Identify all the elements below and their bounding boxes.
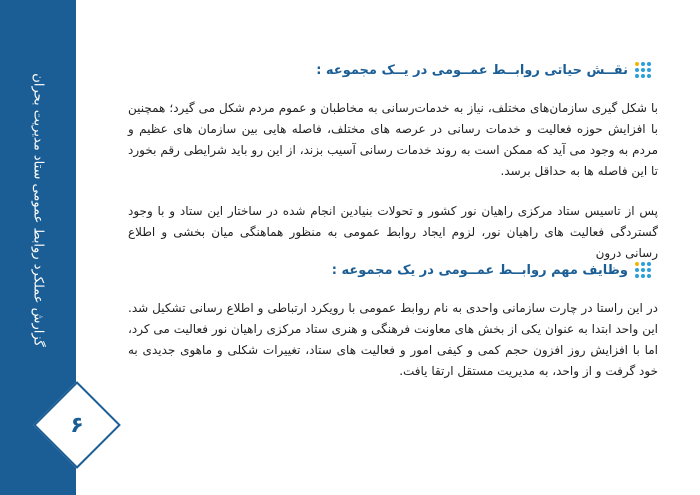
section-2-body <box>128 298 658 382</box>
paragraph: در این راستا در چارت سازمانی واحدی به نام روابط عمومی با رویکرد ارتباطی و اطلاع رسانی تشکیل شد. این واحد ابتدا به عنوان یکی از بخش های معاونت فرهنگی و هنری ستاد مرکزی راهیان نور فعالیت می کرد، اما با افزایش روز افزون حجم کمی و کیفی امور و فعالیت های ستاد، تغییرات شکلی و ماهوی جدیدی به خود گرفت و از واحد، به مدیریت مستقل ارتقا یافت. <box>128 301 658 378</box>
section-heading-1 <box>316 60 652 80</box>
section-1-body <box>128 98 658 182</box>
dot-grid-icon <box>634 261 652 279</box>
document-title-vertical: گزارش عملکرد روابط عمومی ستاد مدیریت بحران <box>30 73 46 347</box>
paragraph: پس از تاسیس ستاد مرکزی راهیان نور کشور و تحولات بنیادین انجام شده در ساختار این ستاد و با وجود گستردگی فعالیت های راهیان نور، لزوم ایجاد روابط عمومی به منظور هماهنگی میان بخشی و اطلاع رسانی درون <box>128 204 658 260</box>
section-1-body-2 <box>128 201 658 264</box>
section-heading-text: وظایف مهم روابــط عمــومی در یک مجموعه : <box>331 262 628 278</box>
section-heading-2 <box>332 260 652 280</box>
section-heading-text: نقــش حیاتی روابــط عمــومی در یــک مجموعه : <box>316 62 628 78</box>
page-number: ۶ <box>70 412 84 438</box>
paragraph: با شکل گیری سازمان‌های مختلف، نیاز به خدمات‌رسانی به مخاطبان و عموم مردم شکل می گیرد؛ همچنین با افزایش حوزه فعالیت و خدمات رسانی در عرصه های مختلف، فاصله هایی بین سازمان های عظیم و مردم به وجود می آید که ممکن است به روند خدمات رسانی آسیب بزند، از این رو باید شرایطی رقم بخورد تا این فاصله ها به حداقل برسد. <box>128 101 658 178</box>
dot-grid-icon <box>634 61 652 79</box>
